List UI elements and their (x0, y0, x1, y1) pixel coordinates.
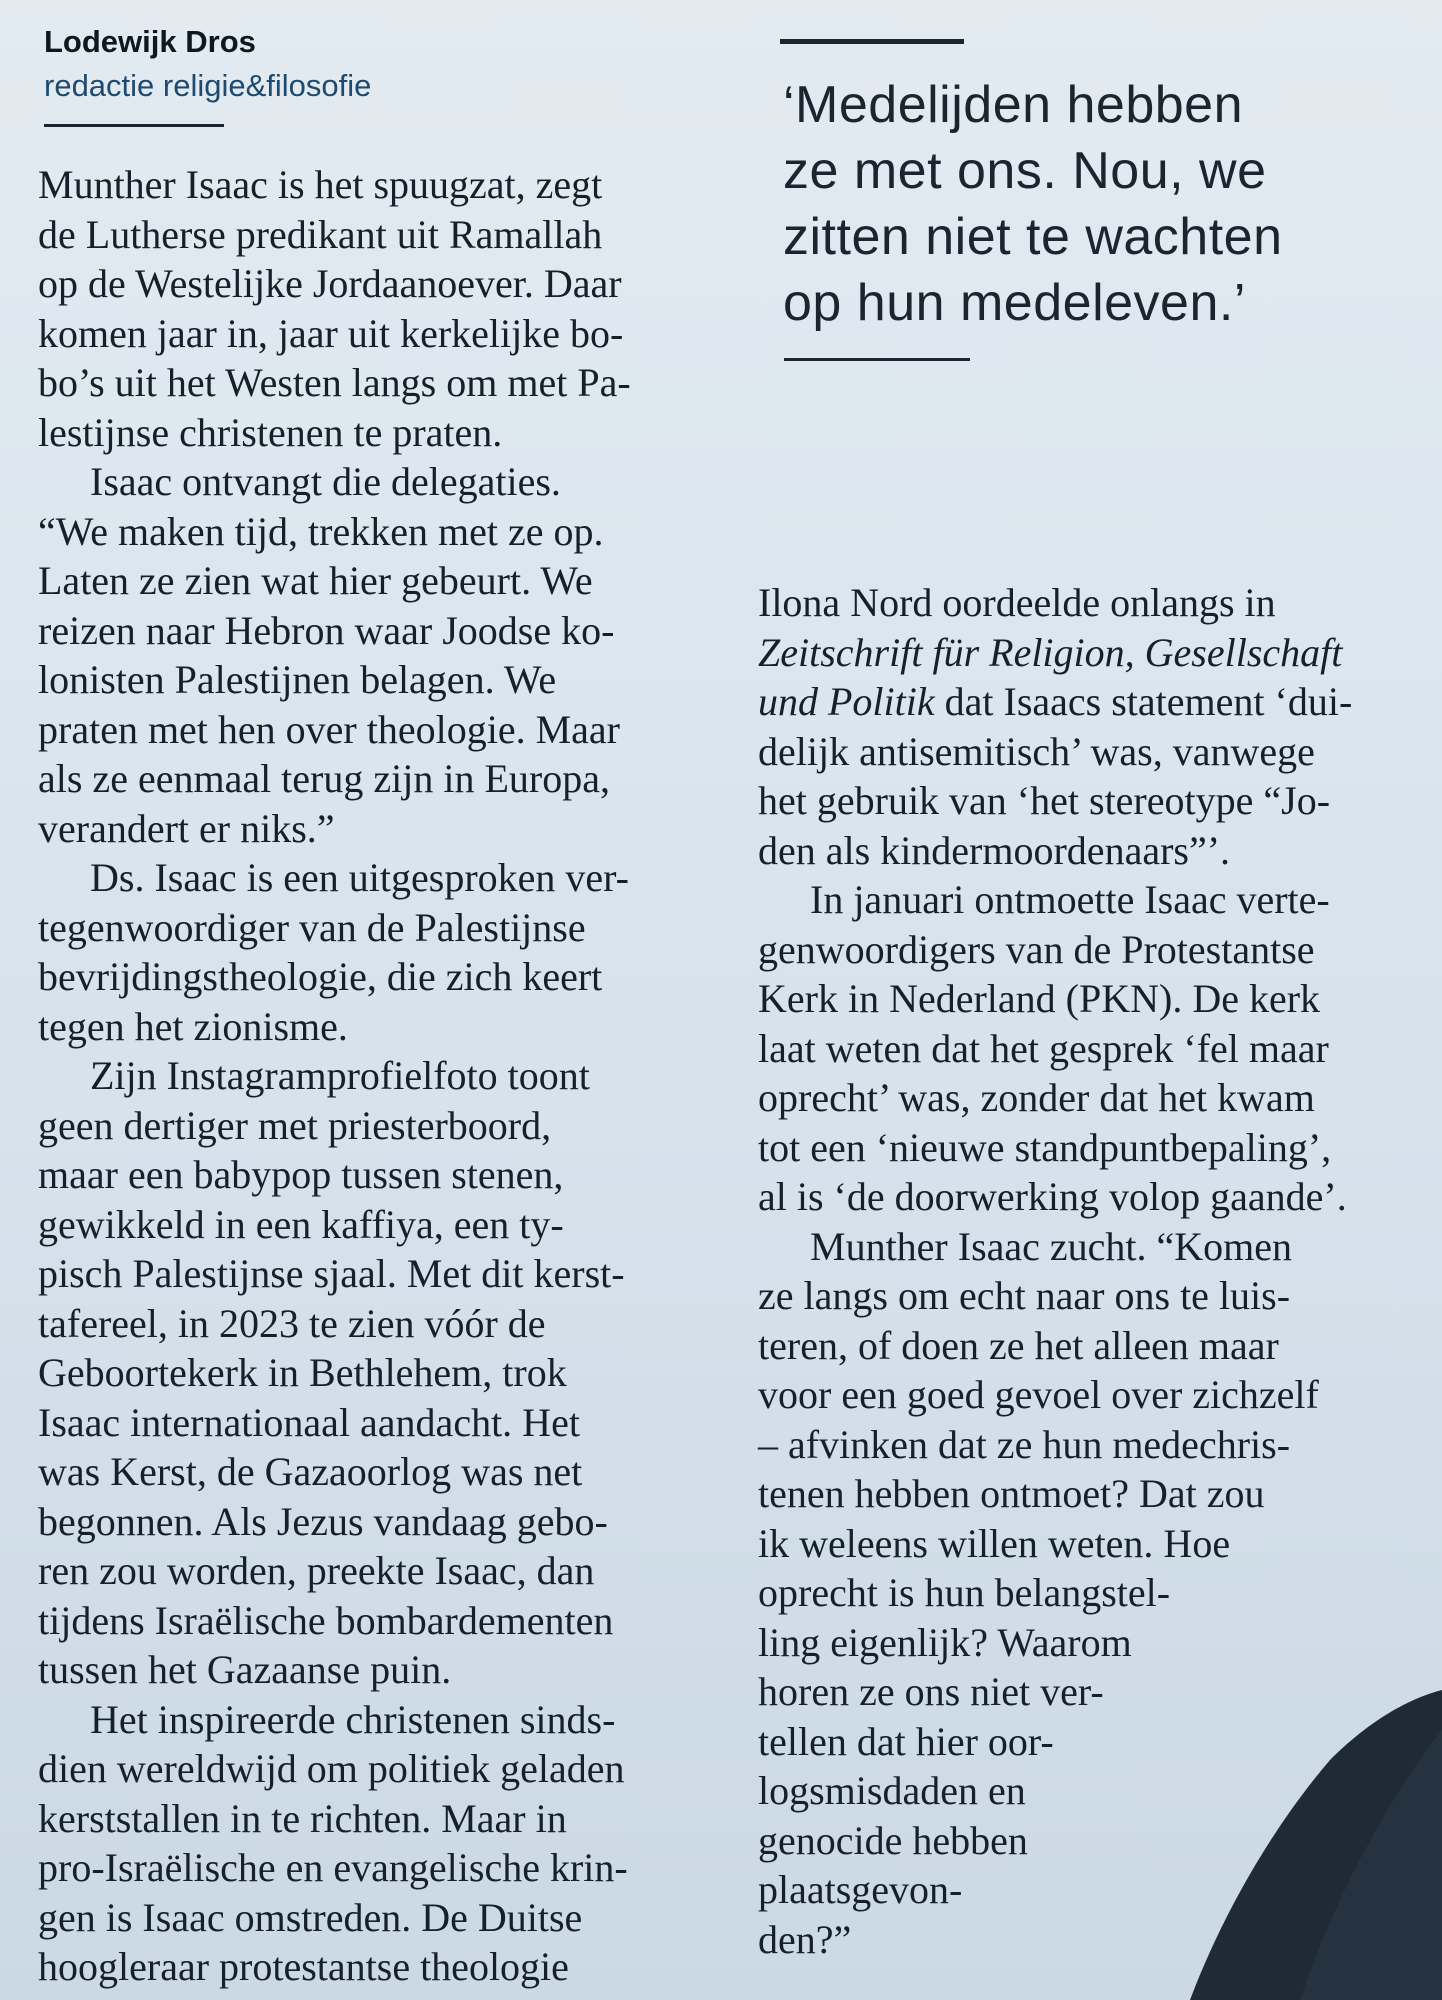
text-line: pro-Israëlische en evangelische krin- (38, 1845, 628, 1890)
text-line: tafereel, in 2023 te zien vóór de (38, 1300, 546, 1346)
text-line: reizen naar Hebron waar Joodse ko- (38, 607, 615, 653)
text-line: ze langs om echt naar ons te luis- (758, 1273, 1291, 1318)
text-line: voor een goed gevoel over zichzelf (758, 1372, 1319, 1417)
text-line: Ds. Isaac is een uitgesproken ver- (90, 855, 630, 900)
text-line: tegenwoordiger van de Palestijnse (38, 904, 586, 950)
text-line: Isaac internationaal aandacht. Het (38, 1399, 580, 1445)
text-line: was Kerst, de Gazaoorlog was net (38, 1449, 583, 1494)
text-line: den als kindermoordenaars”’. (758, 827, 1231, 873)
text-line: genocide hebben (758, 1817, 1028, 1863)
text-line: gen is Isaac omstreden. De Duitse (38, 1894, 583, 1940)
text-line: tenen hebben ontmoet? Dat zou (758, 1471, 1265, 1516)
text-line: Munther Isaac zucht. “Komen (810, 1223, 1293, 1269)
text-line: Het inspireerde christenen sinds- (90, 1696, 616, 1742)
text-line: dien wereldwijd om politiek geladen (38, 1746, 625, 1791)
text-line: lestijnse christenen te praten. (38, 409, 503, 455)
text-line: tot een ‘nieuwe standpuntbepaling’, (758, 1124, 1332, 1170)
text-line: den?” (758, 1916, 852, 1962)
text-line: Zijn Instagramprofielfoto toont (90, 1053, 590, 1098)
text-line: ling eigenlijk? Waarom (758, 1619, 1132, 1665)
quote-top-rule (780, 39, 964, 44)
pull-quote-line: ‘Medelijden hebben (783, 76, 1244, 134)
quote-bottom-rule (784, 358, 970, 361)
text-fragment: dat Isaacs statement ‘dui- (934, 679, 1353, 724)
article-left-column (38, 160, 631, 1992)
journal-title-part: Zeitschrift für Religion, Gesellschaft (758, 629, 1343, 675)
text-line: tussen het Gazaanse puin. (38, 1647, 452, 1692)
text-line: op de Westelijke Jordaanoever. Daar (38, 261, 622, 306)
text-line: Isaac ontvangt die delegaties. (90, 459, 561, 504)
text-line: als ze eenmaal terug zijn in Europa, (38, 756, 610, 801)
text-line: begonnen. Als Jezus vandaag gebo- (38, 1498, 608, 1544)
text-line: praten met hen over theologie. Maar (38, 706, 620, 752)
text-line: Laten ze zien wat hier gebeurt. We (38, 558, 593, 603)
text-line: pisch Palestijnse sjaal. Met dit kerst- (38, 1251, 625, 1296)
text-line: gewikkeld in een kaffiya, een ty- (38, 1201, 564, 1247)
text-line: de Lutherse predikant uit Ramallah (38, 211, 603, 257)
text-line: delijk antisemitisch’ was, vanwege (758, 728, 1315, 774)
text-line: tijdens Israëlische bombardementen (38, 1597, 614, 1643)
text-line: Munther Isaac is het spuugzat, zegt (38, 162, 603, 207)
text-line: verandert er niks.” (38, 805, 335, 851)
portrait-photo-edge (1180, 1690, 1442, 2000)
text-line: oprecht’ was, zonder dat het kwam (758, 1075, 1315, 1120)
byline-rule (44, 124, 224, 127)
text-line: laat weten dat het gesprek ‘fel maar (758, 1025, 1329, 1071)
text-line: tegen het zionisme. (38, 1003, 348, 1049)
text-line: kerststallen in te richten. Maar in (38, 1795, 567, 1841)
journal-title-part: und Politik (758, 679, 935, 724)
text-line: geen dertiger met priesterboord, (38, 1102, 552, 1148)
pull-quote-line: zitten niet te wachten (783, 208, 1283, 266)
text-line: Geboortekerk in Bethlehem, trok (38, 1350, 567, 1395)
text-line: lonisten Palestijnen belagen. We (38, 657, 557, 702)
text-line (758, 628, 1352, 678)
text-line: hoogleraar protestantse theologie (38, 1944, 569, 1989)
text-line: logsmisdaden en (758, 1768, 1026, 1813)
text-line: In januari ontmoette Isaac verte- (810, 877, 1330, 922)
text-line: komen jaar in, jaar uit kerkelijke bo- (38, 310, 624, 356)
text-line: horen ze ons niet ver- (758, 1669, 1104, 1714)
text-line: bo’s uit het Westen langs om met Pa- (38, 360, 631, 405)
author-role: redactie religie&filosofie (44, 68, 372, 103)
text-line: ren zou worden, preekte Isaac, dan (38, 1548, 595, 1593)
text-line: “We maken tijd, trekken met ze op. (38, 508, 604, 554)
text-line: tellen dat hier oor- (758, 1718, 1054, 1764)
author-name: Lodewijk Dros (44, 24, 256, 59)
text-line: teren, of doen ze het alleen maar (758, 1322, 1279, 1368)
text-line: het gebruik van ‘het stereotype “Jo- (758, 778, 1331, 823)
text-line: genwoordigers van de Protestantse (758, 926, 1315, 972)
pull-quote (783, 72, 1283, 336)
text-line: plaatsgevon- (758, 1867, 963, 1912)
text-line: maar een babypop tussen stenen, (38, 1152, 564, 1197)
text-line: Ilona Nord oordeelde onlangs in (758, 580, 1276, 625)
pull-quote-line: ze met ons. Nou, we (783, 142, 1267, 200)
text-line: bevrijdingstheologie, die zich keert (38, 954, 603, 999)
text-line: oprecht is hun belangstel- (758, 1570, 1171, 1615)
text-line: al is ‘de doorwerking volop gaande’. (758, 1174, 1347, 1219)
text-line: Kerk in Nederland (PKN). De kerk (758, 976, 1321, 1021)
text-line (758, 677, 1352, 727)
pull-quote-line: op hun medeleven.’ (783, 274, 1246, 332)
text-line: – afvinken dat ze hun medechris- (758, 1421, 1291, 1467)
text-line: ik weleens willen weten. Hoe (758, 1520, 1231, 1566)
